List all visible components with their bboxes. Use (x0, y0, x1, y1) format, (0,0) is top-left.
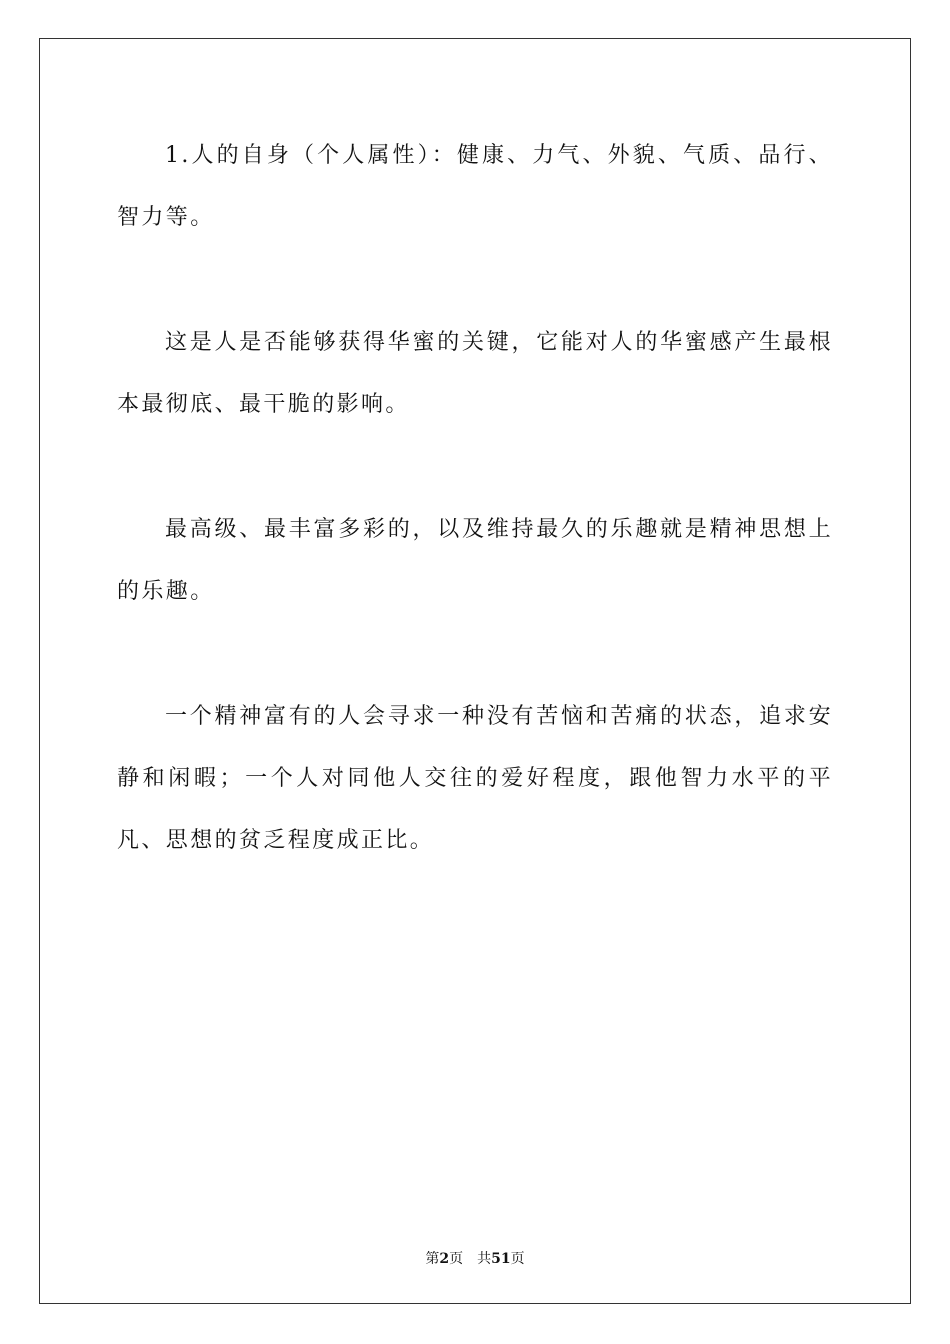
paragraph-2: 这是人是否能够获得华蜜的关键，它能对人的华蜜感产生最根本最彻底、最干脆的影响。 (117, 330, 833, 417)
total-prefix: 共 (477, 1251, 492, 1267)
total-pages: 51 (491, 1251, 511, 1267)
total-suffix: 页 (510, 1251, 525, 1267)
paragraph-1: 1.人的自身（个人属性）：健康、力气、外貌、气质、品行、智力等。 (117, 143, 833, 230)
document-body (117, 125, 833, 872)
paragraph-3: 最高级、最丰富多彩的，以及维持最久的乐趣就是精神思想上的乐趣。 (117, 517, 833, 604)
page-footer (0, 1248, 950, 1268)
page-prefix: 第 (425, 1251, 440, 1267)
page-suffix: 页 (449, 1251, 464, 1267)
paragraph-4: 一个精神富有的人会寻求一种没有苦恼和苦痛的状态，追求安静和闲暇；一个人对同他人交往的爱好程度，跟他智力水平的平凡、思想的贫乏程度成正比。 (117, 704, 833, 853)
page-number: 2 (439, 1251, 450, 1267)
